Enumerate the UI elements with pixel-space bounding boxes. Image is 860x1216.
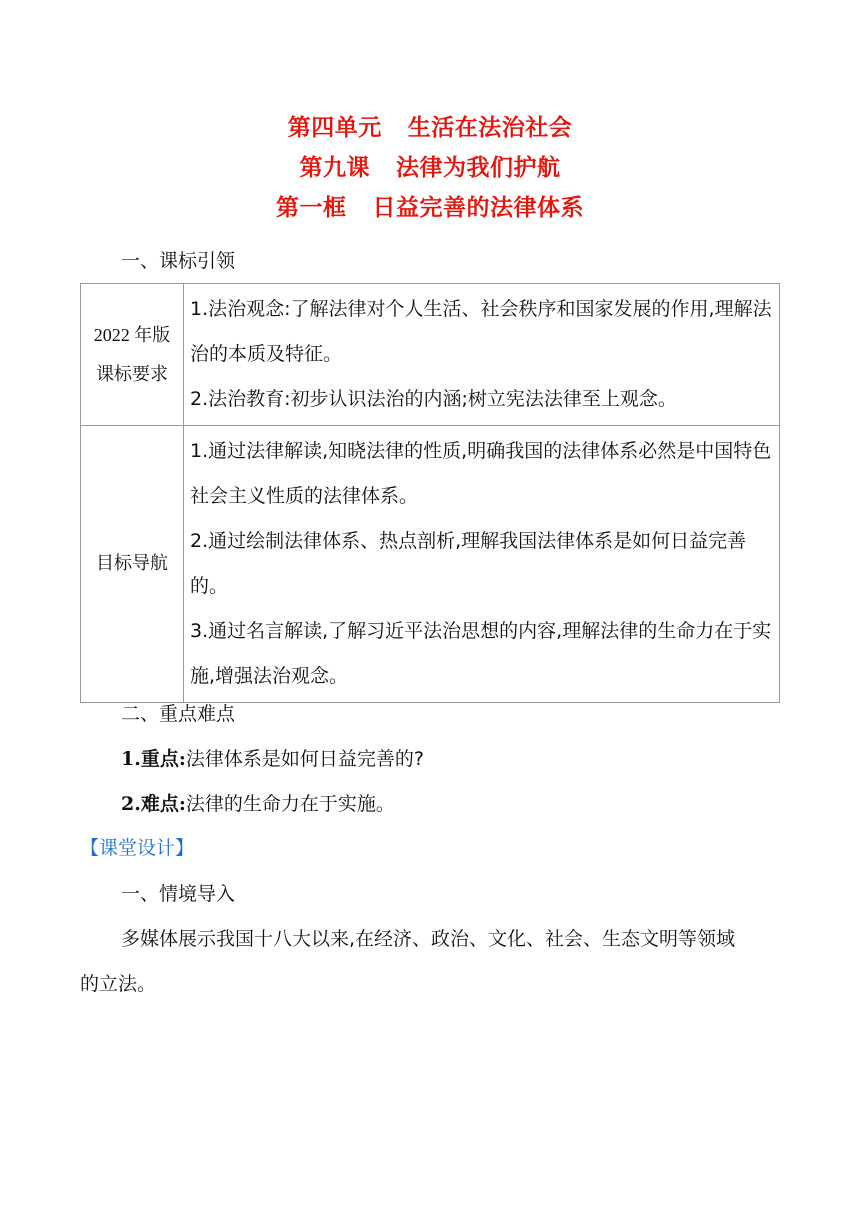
goals-item-2: 2.通过绘制法律体系、热点剖析,理解我国法律体系是如何日益完善的。 [190, 530, 747, 597]
unit-title [0, 108, 860, 148]
standards-label-text: 课标要求 [96, 363, 168, 385]
standards-label-year: 2022 年版 [93, 324, 171, 345]
goals-content-cell [184, 426, 780, 703]
standards-label-cell [81, 284, 184, 426]
standards-item-2: 2.法治教育:初步认识法治的内涵;树立宪法法律至上观念。 [190, 388, 677, 410]
lesson-title [0, 148, 860, 188]
goals-item-1: 1.通过法律解读,知晓法律的性质,明确我国的法律体系必然是中国特色社会主义性质的法律体系。 [190, 440, 772, 507]
section1-heading: 一、课标引领 [121, 250, 236, 272]
lesson-number: 第九课 [299, 155, 370, 181]
goals-label-cell: 目标导航 [81, 426, 184, 703]
lesson-name: 法律为我们护航 [396, 155, 561, 181]
difficult-point-text: 法律的生命力在于实施。 [185, 793, 395, 815]
table-row-standards [81, 284, 780, 426]
document-titles [0, 108, 860, 228]
intro-paragraph-line1: 多媒体展示我国十八大以来,在经济、政治、文化、社会、生态文明等领域 [121, 928, 736, 950]
standards-item-1: 1.法治观念:了解法律对个人生活、社会秩序和国家发展的作用,理解法治的本质及特征。 [190, 298, 772, 365]
classroom-design-heading: 【课堂设计】 [80, 837, 195, 859]
curriculum-table [80, 283, 780, 703]
goals-item-3: 3.通过名言解读,了解习近平法治思想的内容,理解法律的生命力在于实施,增强法治观念。 [190, 620, 772, 687]
situation-intro-heading: 一、情境导入 [121, 883, 236, 905]
standards-content-cell [184, 284, 780, 426]
unit-name: 生活在法治社会 [407, 115, 573, 141]
difficult-point [121, 790, 395, 818]
section2-heading: 二、重点难点 [121, 703, 236, 725]
frame-number: 第一框 [276, 195, 347, 221]
key-point-label: 1.重点: [121, 748, 186, 770]
key-point [121, 745, 424, 773]
intro-paragraph-line2: 的立法。 [80, 973, 157, 995]
table-row-goals [81, 426, 780, 703]
difficult-point-label: 2.难点: [121, 793, 186, 815]
key-point-text: 法律体系是如何日益完善的? [185, 748, 424, 770]
frame-title [0, 188, 860, 228]
frame-name: 日益完善的法律体系 [372, 195, 584, 221]
unit-number: 第四单元 [287, 115, 382, 141]
